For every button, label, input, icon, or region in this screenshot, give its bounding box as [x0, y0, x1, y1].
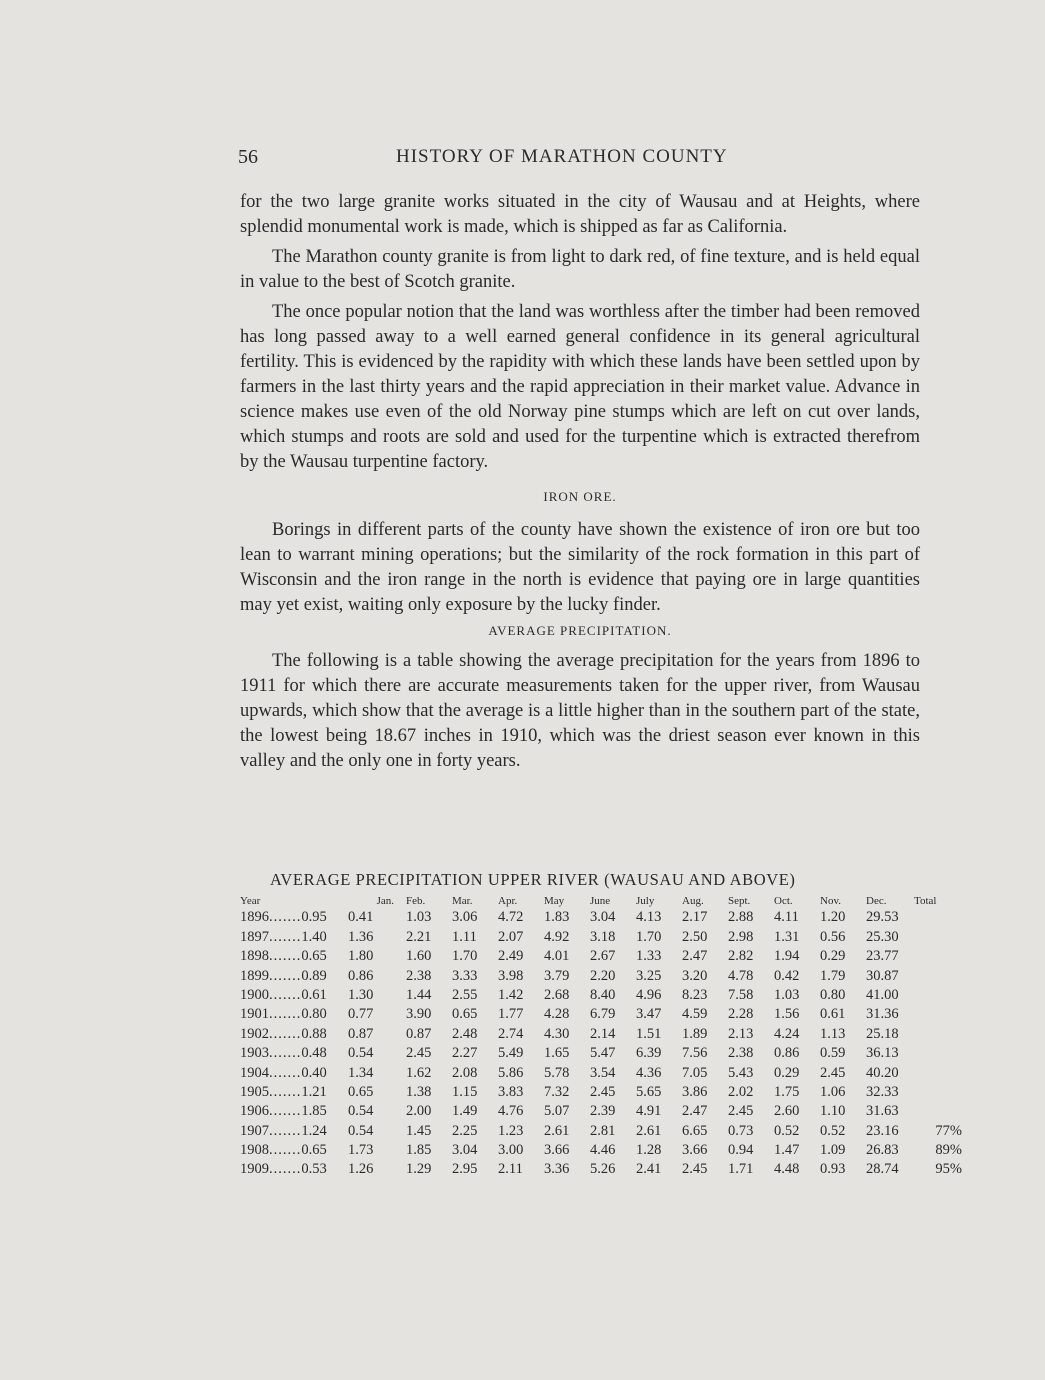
page-body	[240, 190, 920, 779]
month-value-cell: 2.47	[682, 948, 708, 965]
month-value-cell: 2.27	[452, 1045, 478, 1062]
month-value-cell: 0.86	[774, 1045, 800, 1062]
percent-note-cell: 89%	[935, 1142, 962, 1159]
month-value-cell: 2.74	[498, 1025, 524, 1042]
month-value-cell: 1.47	[774, 1142, 800, 1159]
month-value-cell: 2.08	[452, 1064, 478, 1081]
month-value-cell: 2.45	[590, 1083, 616, 1100]
month-value-cell: 7.32	[544, 1083, 570, 1100]
month-value-cell: 1.09	[820, 1142, 846, 1159]
col-header-july: July	[636, 895, 655, 907]
intro-paragraph-2: The Marathon county granite is from light to dark red, of fine texture, and is held equal in value to the best of Scotch granite.	[240, 247, 920, 292]
month-value-cell: 2.11	[498, 1161, 523, 1178]
percent-note-cell	[914, 985, 962, 1004]
year-cell	[240, 965, 348, 984]
col-header-apr: Apr.	[498, 895, 518, 907]
month-value-cell: 1.34	[348, 1064, 374, 1081]
month-value-cell: 2.50	[682, 928, 708, 945]
col-header-sept: Sept.	[728, 895, 751, 907]
year-label: 1906	[240, 1103, 269, 1120]
month-value-cell: 0.42	[774, 967, 800, 984]
year-cell	[240, 907, 348, 926]
table-row	[240, 985, 1002, 1004]
month-value-cell: 2.55	[452, 986, 478, 1003]
month-value-cell: 2.07	[498, 928, 524, 945]
month-value-cell: 0.87	[348, 1025, 374, 1042]
month-value-cell: 5.43	[728, 1064, 754, 1081]
precipitation-heading: AVERAGE PRECIPITATION.	[488, 623, 672, 638]
month-value-cell: 0.54	[348, 1045, 374, 1062]
dot-leader: .......	[269, 1006, 302, 1023]
year-label: 1900	[240, 986, 269, 1003]
month-value-cell: 5.65	[636, 1083, 662, 1100]
month-value-cell: 1.28	[636, 1142, 662, 1159]
running-title: HISTORY OF MARATHON COUNTY	[396, 146, 728, 167]
month-value-cell: 1.31	[774, 928, 800, 945]
total-cell: 31.36	[866, 1006, 899, 1023]
month-value-cell: 1.30	[348, 986, 374, 1003]
total-cell: 36.13	[866, 1045, 899, 1062]
month-value-cell: 2.00	[406, 1103, 432, 1120]
month-value-cell: 1.10	[820, 1103, 846, 1120]
month-value-cell: 1.03	[774, 986, 800, 1003]
month-value-cell: 7.56	[682, 1045, 708, 1062]
year-cell	[240, 985, 348, 1004]
percent-note-cell: 77%	[935, 1122, 962, 1139]
month-value-cell: 8.40	[590, 986, 616, 1003]
month-value-cell: 0.65	[452, 1006, 478, 1023]
month-value-cell: 0.93	[820, 1161, 846, 1178]
month-value-cell: 3.47	[636, 1006, 662, 1023]
month-value-cell: 3.04	[590, 909, 616, 926]
month-value-cell: 3.90	[406, 1006, 432, 1023]
total-cell: 23.77	[866, 948, 899, 965]
year-cell	[240, 1140, 348, 1159]
iron-ore-paragraph: Borings in different parts of the county have shown the existence of iron ore but too lean to warrant mining operations; but the similarity of the rock formation in this part of Wisconsin and the iron range in the north is evidence that paying ore in large quantities may yet exist, waiting only exposure by the lucky finder.	[240, 520, 920, 615]
dot-leader: .......	[269, 1025, 302, 1042]
table-row	[240, 1043, 1002, 1062]
table-row	[240, 1120, 1002, 1139]
intro-paragraph-1: for the two large granite works situated in the city of Wausau and at Heights, where splendid monumental work is made, which is shipped as far as California.	[240, 192, 920, 237]
total-cell: 29.53	[866, 909, 899, 926]
month-value-cell: 0.54	[348, 1122, 374, 1139]
month-value-cell: 5.47	[590, 1045, 616, 1062]
month-value-cell: 1.44	[406, 986, 432, 1003]
year-cell	[240, 1082, 348, 1101]
jan-value: 0.65	[301, 948, 327, 965]
month-value-cell: 2.39	[590, 1103, 616, 1120]
total-cell: 30.87	[866, 967, 899, 984]
total-cell: 40.20	[866, 1064, 899, 1081]
total-cell: 41.00	[866, 986, 899, 1003]
month-value-cell: 4.76	[498, 1103, 524, 1120]
month-value-cell: 2.14	[590, 1025, 616, 1042]
percent-note-cell	[914, 946, 962, 965]
jan-value: 0.89	[301, 967, 327, 984]
month-value-cell: 3.25	[636, 967, 662, 984]
total-cell: 31.63	[866, 1103, 899, 1120]
table-row	[240, 1101, 1002, 1120]
month-value-cell: 5.86	[498, 1064, 524, 1081]
month-value-cell: 4.30	[544, 1025, 570, 1042]
month-value-cell: 1.83	[544, 909, 570, 926]
col-header-total: Total	[914, 895, 937, 907]
month-value-cell: 0.41	[348, 909, 374, 926]
table-row	[240, 1062, 1002, 1081]
year-label: 1901	[240, 1006, 269, 1023]
month-value-cell: 2.41	[636, 1161, 662, 1178]
table-row	[240, 946, 1002, 965]
col-header-aug: Aug.	[682, 895, 704, 907]
jan-value: 0.61	[301, 986, 327, 1003]
month-value-cell: 4.72	[498, 909, 524, 926]
col-header-dec: Dec.	[866, 895, 887, 907]
month-value-cell: 4.96	[636, 986, 662, 1003]
jan-value: 0.53	[301, 1161, 327, 1178]
month-value-cell: 2.88	[728, 909, 754, 926]
jan-value: 0.80	[301, 1006, 327, 1023]
iron-ore-heading: IRON ORE.	[543, 489, 617, 504]
month-value-cell: 3.54	[590, 1064, 616, 1081]
month-value-cell: 1.65	[544, 1045, 570, 1062]
month-value-cell: 3.86	[682, 1083, 708, 1100]
table-body	[240, 907, 1002, 1178]
page-header	[238, 146, 918, 176]
month-value-cell: 3.06	[452, 909, 478, 926]
table-row	[240, 907, 1002, 926]
jan-value: 1.24	[301, 1122, 327, 1139]
month-value-cell: 3.83	[498, 1083, 524, 1100]
year-cell	[240, 1004, 348, 1023]
month-value-cell: 0.54	[348, 1103, 374, 1120]
percent-note-cell	[914, 1043, 962, 1062]
jan-value: 0.40	[301, 1064, 327, 1081]
month-value-cell: 3.66	[544, 1142, 570, 1159]
month-value-cell: 1.70	[452, 948, 478, 965]
percent-note-cell	[914, 1082, 962, 1101]
month-value-cell: 1.33	[636, 948, 662, 965]
month-value-cell: 1.94	[774, 948, 800, 965]
table-row	[240, 965, 1002, 984]
month-value-cell: 2.82	[728, 948, 754, 965]
year-cell	[240, 1023, 348, 1042]
month-value-cell: 0.52	[774, 1122, 800, 1139]
month-value-cell: 1.42	[498, 986, 524, 1003]
dot-leader: .......	[269, 1142, 302, 1159]
table-row	[240, 1004, 1002, 1023]
year-cell	[240, 946, 348, 965]
month-value-cell: 2.02	[728, 1083, 754, 1100]
jan-value: 1.21	[301, 1083, 327, 1100]
month-value-cell: 2.48	[452, 1025, 478, 1042]
total-cell: 32.33	[866, 1083, 899, 1100]
month-value-cell: 1.13	[820, 1025, 846, 1042]
month-value-cell: 0.87	[406, 1025, 432, 1042]
dot-leader: .......	[269, 928, 302, 945]
percent-note-cell	[914, 1101, 962, 1120]
dot-leader: .......	[269, 948, 302, 965]
year-label: 1897	[240, 928, 269, 945]
month-value-cell: 2.38	[406, 967, 432, 984]
month-value-cell: 4.11	[774, 909, 799, 926]
dot-leader: .......	[269, 1122, 302, 1139]
total-cell: 23.16	[866, 1122, 899, 1139]
month-value-cell: 5.07	[544, 1103, 570, 1120]
month-value-cell: 0.86	[348, 967, 374, 984]
month-value-cell: 8.23	[682, 986, 708, 1003]
dot-leader: .......	[269, 967, 302, 984]
month-value-cell: 5.78	[544, 1064, 570, 1081]
table-row	[240, 926, 1002, 945]
dot-leader: .......	[269, 986, 302, 1003]
month-value-cell: 0.61	[820, 1006, 846, 1023]
month-value-cell: 4.13	[636, 909, 662, 926]
year-label: 1908	[240, 1142, 269, 1159]
month-value-cell: 2.98	[728, 928, 754, 945]
year-cell	[240, 1101, 348, 1120]
month-value-cell: 1.71	[728, 1161, 754, 1178]
month-value-cell: 2.95	[452, 1161, 478, 1178]
month-value-cell: 3.20	[682, 967, 708, 984]
col-header-may: May	[544, 895, 565, 907]
month-value-cell: 2.20	[590, 967, 616, 984]
month-value-cell: 3.18	[590, 928, 616, 945]
month-value-cell: 3.66	[682, 1142, 708, 1159]
total-cell: 25.18	[866, 1025, 899, 1042]
month-value-cell: 1.36	[348, 928, 374, 945]
table-row	[240, 1082, 1002, 1101]
month-value-cell: 0.94	[728, 1142, 754, 1159]
month-value-cell: 2.49	[498, 948, 524, 965]
year-cell	[240, 1043, 348, 1062]
month-value-cell: 4.78	[728, 967, 754, 984]
month-value-cell: 4.24	[774, 1025, 800, 1042]
month-value-cell: 1.23	[498, 1122, 524, 1139]
month-value-cell: 0.73	[728, 1122, 754, 1139]
percent-note-cell	[914, 1062, 962, 1081]
year-label: 1896	[240, 909, 269, 926]
month-value-cell: 3.33	[452, 967, 478, 984]
month-value-cell: 4.48	[774, 1161, 800, 1178]
month-value-cell: 0.80	[820, 986, 846, 1003]
intro-paragraph-3: The once popular notion that the land was worthless after the timber had been removed has long passed away to a well earned general confidence in its general agricultural fertility. This is evidenced by the rapidity with which these lands have been settled upon by farmers in the last thirty years and the rapid appreciation in their market value. Advance in science makes use even of the old Norway pine stumps which are left on cut over lands, which stumps and roots are sold and used for the turpentine which is extracted therefrom by the Wausau turpentine factory.	[240, 302, 920, 472]
col-header-feb: Feb.	[406, 895, 426, 907]
month-value-cell: 4.46	[590, 1142, 616, 1159]
month-value-cell: 4.36	[636, 1064, 662, 1081]
month-value-cell: 1.73	[348, 1142, 374, 1159]
month-value-cell: 1.62	[406, 1064, 432, 1081]
month-value-cell: 2.28	[728, 1006, 754, 1023]
month-value-cell: 0.77	[348, 1006, 374, 1023]
year-label: 1902	[240, 1025, 269, 1042]
month-value-cell: 2.21	[406, 928, 432, 945]
percent-note-cell	[914, 965, 962, 984]
col-header-june: June	[590, 895, 611, 907]
precipitation-paragraph: The following is a table showing the average precipitation for the years from 1896 to 1911 for which there are accurate measurements taken for the upper river, from Wausau upwards, which show that the average is a little higher than in the southern part of the state, the lowest being 18.67 inches in 1910, which was the driest season ever known in this valley and the only one in forty years.	[240, 651, 920, 771]
month-value-cell: 1.15	[452, 1083, 478, 1100]
month-value-cell: 2.17	[682, 909, 708, 926]
table-row	[240, 1140, 1002, 1159]
year-cell	[240, 1062, 348, 1081]
month-value-cell: 2.45	[682, 1161, 708, 1178]
month-value-cell: 1.85	[406, 1142, 432, 1159]
month-value-cell: 4.91	[636, 1103, 662, 1120]
month-value-cell: 1.03	[406, 909, 432, 926]
year-label: 1898	[240, 948, 269, 965]
total-cell: 28.74	[866, 1161, 899, 1178]
month-value-cell: 1.45	[406, 1122, 432, 1139]
month-value-cell: 0.29	[820, 948, 846, 965]
percent-note-cell: 95%	[935, 1161, 962, 1178]
month-value-cell: 6.39	[636, 1045, 662, 1062]
month-value-cell: 1.38	[406, 1083, 432, 1100]
month-value-cell: 6.65	[682, 1122, 708, 1139]
month-value-cell: 2.25	[452, 1122, 478, 1139]
col-header-year: Year	[240, 895, 261, 907]
year-cell	[240, 1120, 348, 1139]
month-value-cell: 1.89	[682, 1025, 708, 1042]
percent-note-cell	[914, 1023, 962, 1042]
month-value-cell: 4.28	[544, 1006, 570, 1023]
month-value-cell: 2.68	[544, 986, 570, 1003]
dot-leader: .......	[269, 909, 302, 926]
month-value-cell: 2.60	[774, 1103, 800, 1120]
month-value-cell: 1.29	[406, 1161, 432, 1178]
year-label: 1899	[240, 967, 269, 984]
percent-note-cell	[914, 1004, 962, 1023]
month-value-cell: 4.92	[544, 928, 570, 945]
month-value-cell: 2.61	[636, 1122, 662, 1139]
month-value-cell: 5.26	[590, 1161, 616, 1178]
month-value-cell: 0.59	[820, 1045, 846, 1062]
month-value-cell: 3.79	[544, 967, 570, 984]
month-value-cell: 0.56	[820, 928, 846, 945]
month-value-cell: 4.01	[544, 948, 570, 965]
month-value-cell: 6.79	[590, 1006, 616, 1023]
year-cell	[240, 1159, 348, 1178]
col-header-oct: Oct.	[774, 895, 793, 907]
percent-note-cell	[914, 907, 962, 926]
jan-value: 0.95	[301, 909, 327, 926]
dot-leader: .......	[269, 1064, 302, 1081]
page-number: 56	[238, 146, 258, 168]
month-value-cell: 1.77	[498, 1006, 524, 1023]
percent-note-cell	[914, 926, 962, 945]
month-value-cell: 2.67	[590, 948, 616, 965]
month-value-cell: 1.26	[348, 1161, 374, 1178]
month-value-cell: 2.81	[590, 1122, 616, 1139]
table-row	[240, 1023, 1002, 1042]
year-label: 1909	[240, 1161, 269, 1178]
month-value-cell: 1.56	[774, 1006, 800, 1023]
month-value-cell: 1.06	[820, 1083, 846, 1100]
month-value-cell: 1.60	[406, 948, 432, 965]
jan-value: 0.48	[301, 1045, 327, 1062]
month-value-cell: 5.49	[498, 1045, 524, 1062]
dot-leader: .......	[269, 1083, 302, 1100]
dot-leader: .......	[269, 1045, 302, 1062]
year-label: 1905	[240, 1083, 269, 1100]
month-value-cell: 0.65	[348, 1083, 374, 1100]
month-value-cell: 3.04	[452, 1142, 478, 1159]
month-value-cell: 1.75	[774, 1083, 800, 1100]
month-value-cell: 1.79	[820, 967, 846, 984]
month-value-cell: 0.29	[774, 1064, 800, 1081]
month-value-cell: 2.61	[544, 1122, 570, 1139]
month-value-cell: 3.98	[498, 967, 524, 984]
month-value-cell: 2.38	[728, 1045, 754, 1062]
year-label: 1904	[240, 1064, 269, 1081]
month-value-cell: 1.20	[820, 909, 846, 926]
col-header-jan: Jan.	[376, 895, 394, 907]
table-row	[240, 1159, 1002, 1178]
total-cell: 26.83	[866, 1142, 899, 1159]
month-value-cell: 2.45	[406, 1045, 432, 1062]
year-cell	[240, 926, 348, 945]
month-value-cell: 7.05	[682, 1064, 708, 1081]
precipitation-table	[240, 891, 1002, 1178]
year-label: 1907	[240, 1122, 269, 1139]
jan-value: 0.65	[301, 1142, 327, 1159]
month-value-cell: 1.51	[636, 1025, 662, 1042]
jan-value: 1.85	[301, 1103, 327, 1120]
year-label: 1903	[240, 1045, 269, 1062]
month-value-cell: 4.59	[682, 1006, 708, 1023]
table-header-row	[240, 891, 1002, 907]
month-value-cell: 0.52	[820, 1122, 846, 1139]
dot-leader: .......	[269, 1103, 302, 1120]
month-value-cell: 7.58	[728, 986, 754, 1003]
month-value-cell: 1.70	[636, 928, 662, 945]
month-value-cell: 3.00	[498, 1142, 524, 1159]
table-title: AVERAGE PRECIPITATION UPPER RIVER (WAUSAU AND ABOVE)	[270, 870, 796, 889]
month-value-cell: 2.47	[682, 1103, 708, 1120]
month-value-cell: 3.36	[544, 1161, 570, 1178]
month-value-cell: 2.13	[728, 1025, 754, 1042]
col-header-mar: Mar.	[452, 895, 473, 907]
jan-value: 1.40	[301, 928, 327, 945]
month-value-cell: 1.11	[452, 928, 477, 945]
total-cell: 25.30	[866, 928, 899, 945]
month-value-cell: 2.45	[728, 1103, 754, 1120]
month-value-cell: 2.45	[820, 1064, 846, 1081]
month-value-cell: 1.80	[348, 948, 374, 965]
col-header-nov: Nov.	[820, 895, 841, 907]
month-value-cell: 1.49	[452, 1103, 478, 1120]
dot-leader: .......	[269, 1161, 302, 1178]
jan-value: 0.88	[301, 1025, 327, 1042]
